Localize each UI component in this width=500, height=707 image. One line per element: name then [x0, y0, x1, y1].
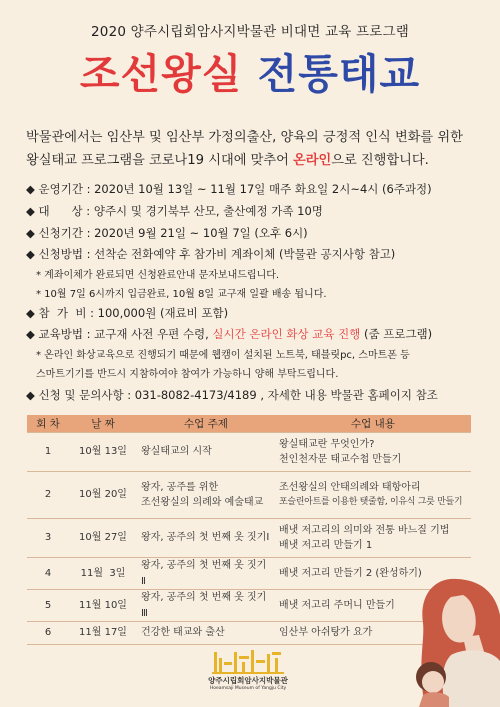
- session-topic: 왕자, 공주의 첫 번째 옷 짓기Ⅱ: [137, 558, 275, 590]
- info-apply-method: ◆ 신청방법 : 선착순 전화예약 후 참가비 계좌이체 (박물관 공지사항 참고): [26, 247, 396, 261]
- top-title: 2020 양주시립회암사지박물관 비대면 교육 프로그램: [91, 24, 409, 40]
- intro-line2-a: 왕실태교 프로그램을 코로나19 시대에 맞추어: [26, 153, 294, 168]
- session-number: 1: [27, 433, 69, 472]
- intro-text: [26, 126, 486, 172]
- session-topic: 왕자, 공주의 첫 번째 옷 짓기Ⅰ: [137, 519, 275, 558]
- table-row: [27, 472, 471, 519]
- content-line: 배냇 저고리의 의미와 전통 바느질 기법: [279, 524, 450, 536]
- session-content: 배냇 저고리 주머니 만들기: [275, 590, 471, 622]
- table-row: [27, 433, 471, 472]
- table-row: [27, 519, 471, 558]
- museum-name: 양주시립회암사지박물관: [208, 676, 288, 685]
- session-topic: 건강한 태교와 출산: [137, 622, 275, 645]
- content-line: 왕실태교란 무엇인가?: [279, 438, 375, 450]
- session-number: 3: [27, 519, 69, 558]
- info-apply-period: ◆ 신청기간 : 2020년 9월 21일 ~ 10월 7일 (오후 6시): [26, 226, 308, 240]
- topic-line: 왕자, 공주를 위한: [141, 481, 219, 493]
- session-date: 10월 27일: [69, 519, 137, 558]
- session-date: 11월 10일: [69, 590, 137, 622]
- session-content: 임산부 아쉬탕가 요가: [275, 622, 471, 645]
- content-line: 천인천자문 태교수첩 만들기: [279, 454, 402, 465]
- session-number: 6: [27, 622, 69, 645]
- main-title: [0, 45, 500, 103]
- mother-child-illustration: [405, 575, 500, 707]
- info-method-a: ◆ 교육방법 : 교구재 사전 우편 수령,: [26, 327, 213, 341]
- topic-line: 조선왕실의 의례와 예술태교: [141, 497, 264, 508]
- info-method: [26, 326, 432, 342]
- session-number: 2: [27, 472, 69, 519]
- museum-name-en: Hoeamsaji Museum of Yangju City: [209, 686, 287, 691]
- session-date: 11월 3일: [69, 558, 137, 590]
- info-period: ◆ 운영기간 : 2020년 10월 13일 ~ 11월 17일 매주 화요일 2시~4시 (6주과정): [26, 182, 432, 196]
- content-line: 조선왕실의 안태의례와 태항아리: [279, 481, 421, 493]
- info-target: ◆ 대 상 : 양주시 및 경기북부 산모, 출산예정 가족 10명: [26, 204, 323, 218]
- info-fee: ◆ 참 가 비 : 100,000원 (재료비 포함): [26, 306, 229, 320]
- info-note4: 스마트기기를 반드시 지참하여야 참여가 가능하니 양해 부탁드립니다.: [36, 369, 339, 380]
- session-number: 5: [27, 590, 69, 622]
- table-header: 회 차: [27, 415, 69, 433]
- museum-emblem-icon: [212, 648, 284, 674]
- content-line: 배냇 저고리 만들기 1: [279, 540, 373, 551]
- main-title-part2: 전통태교: [257, 50, 421, 98]
- session-content: [275, 433, 471, 472]
- session-content: [275, 519, 471, 558]
- main-title-part1: 조선왕실: [79, 50, 243, 98]
- session-date: 10월 20일: [69, 472, 137, 519]
- session-topic: 왕실태교의 시작: [137, 433, 275, 472]
- intro-line2: [26, 149, 486, 172]
- session-content: [275, 472, 471, 519]
- intro-highlight: 온라인: [293, 153, 332, 168]
- info-note3: * 온라인 화상교육으로 진행되기 때문에 웹캠이 설치된 노트북, 태블릿pc, 스마트폰 등: [36, 350, 410, 361]
- info-method-highlight: 실시간 온라인 화상 교육 진행: [212, 327, 361, 341]
- session-topic: [137, 472, 275, 519]
- info-method-b: (줌 프로그램): [360, 327, 433, 341]
- intro-line1: 박물관에서는 임산부 및 임산부 가정의출산, 양육의 긍정적 인식 변화를 위한: [26, 130, 463, 145]
- session-date: 10월 13일: [69, 433, 137, 472]
- info-note2: * 10월 7일 6시까지 입금완료, 10월 8일 교구재 일괄 배송 됩니다.: [36, 289, 327, 300]
- info-note1: * 계좌이체가 완료되면 신청완료안내 문자보내드립니다.: [36, 270, 280, 281]
- table-header: 수업 내용: [275, 415, 471, 433]
- session-number: 4: [27, 558, 69, 590]
- table-header: 수업 주제: [137, 415, 275, 433]
- session-topic: 왕자, 공주의 첫 번째 옷 짓기Ⅲ: [137, 590, 275, 622]
- museum-logo: [196, 648, 300, 698]
- content-line: 포슬린아트를 이용한 탯줄함, 이유식 그릇 만들기: [279, 497, 463, 507]
- table-header-row: [27, 415, 471, 433]
- session-date: 11월 17일: [69, 622, 137, 645]
- table-header: 날 짜: [69, 415, 137, 433]
- intro-line2-b: 으로 진행합니다.: [331, 153, 429, 168]
- info-contact: ◆ 신청 및 문의사항 : 031-8082-4173/4189 , 자세한 내용 박물관 홈페이지 참조: [26, 388, 438, 402]
- session-content: 배냇 저고리 만들기 2 (완성하기): [275, 558, 471, 590]
